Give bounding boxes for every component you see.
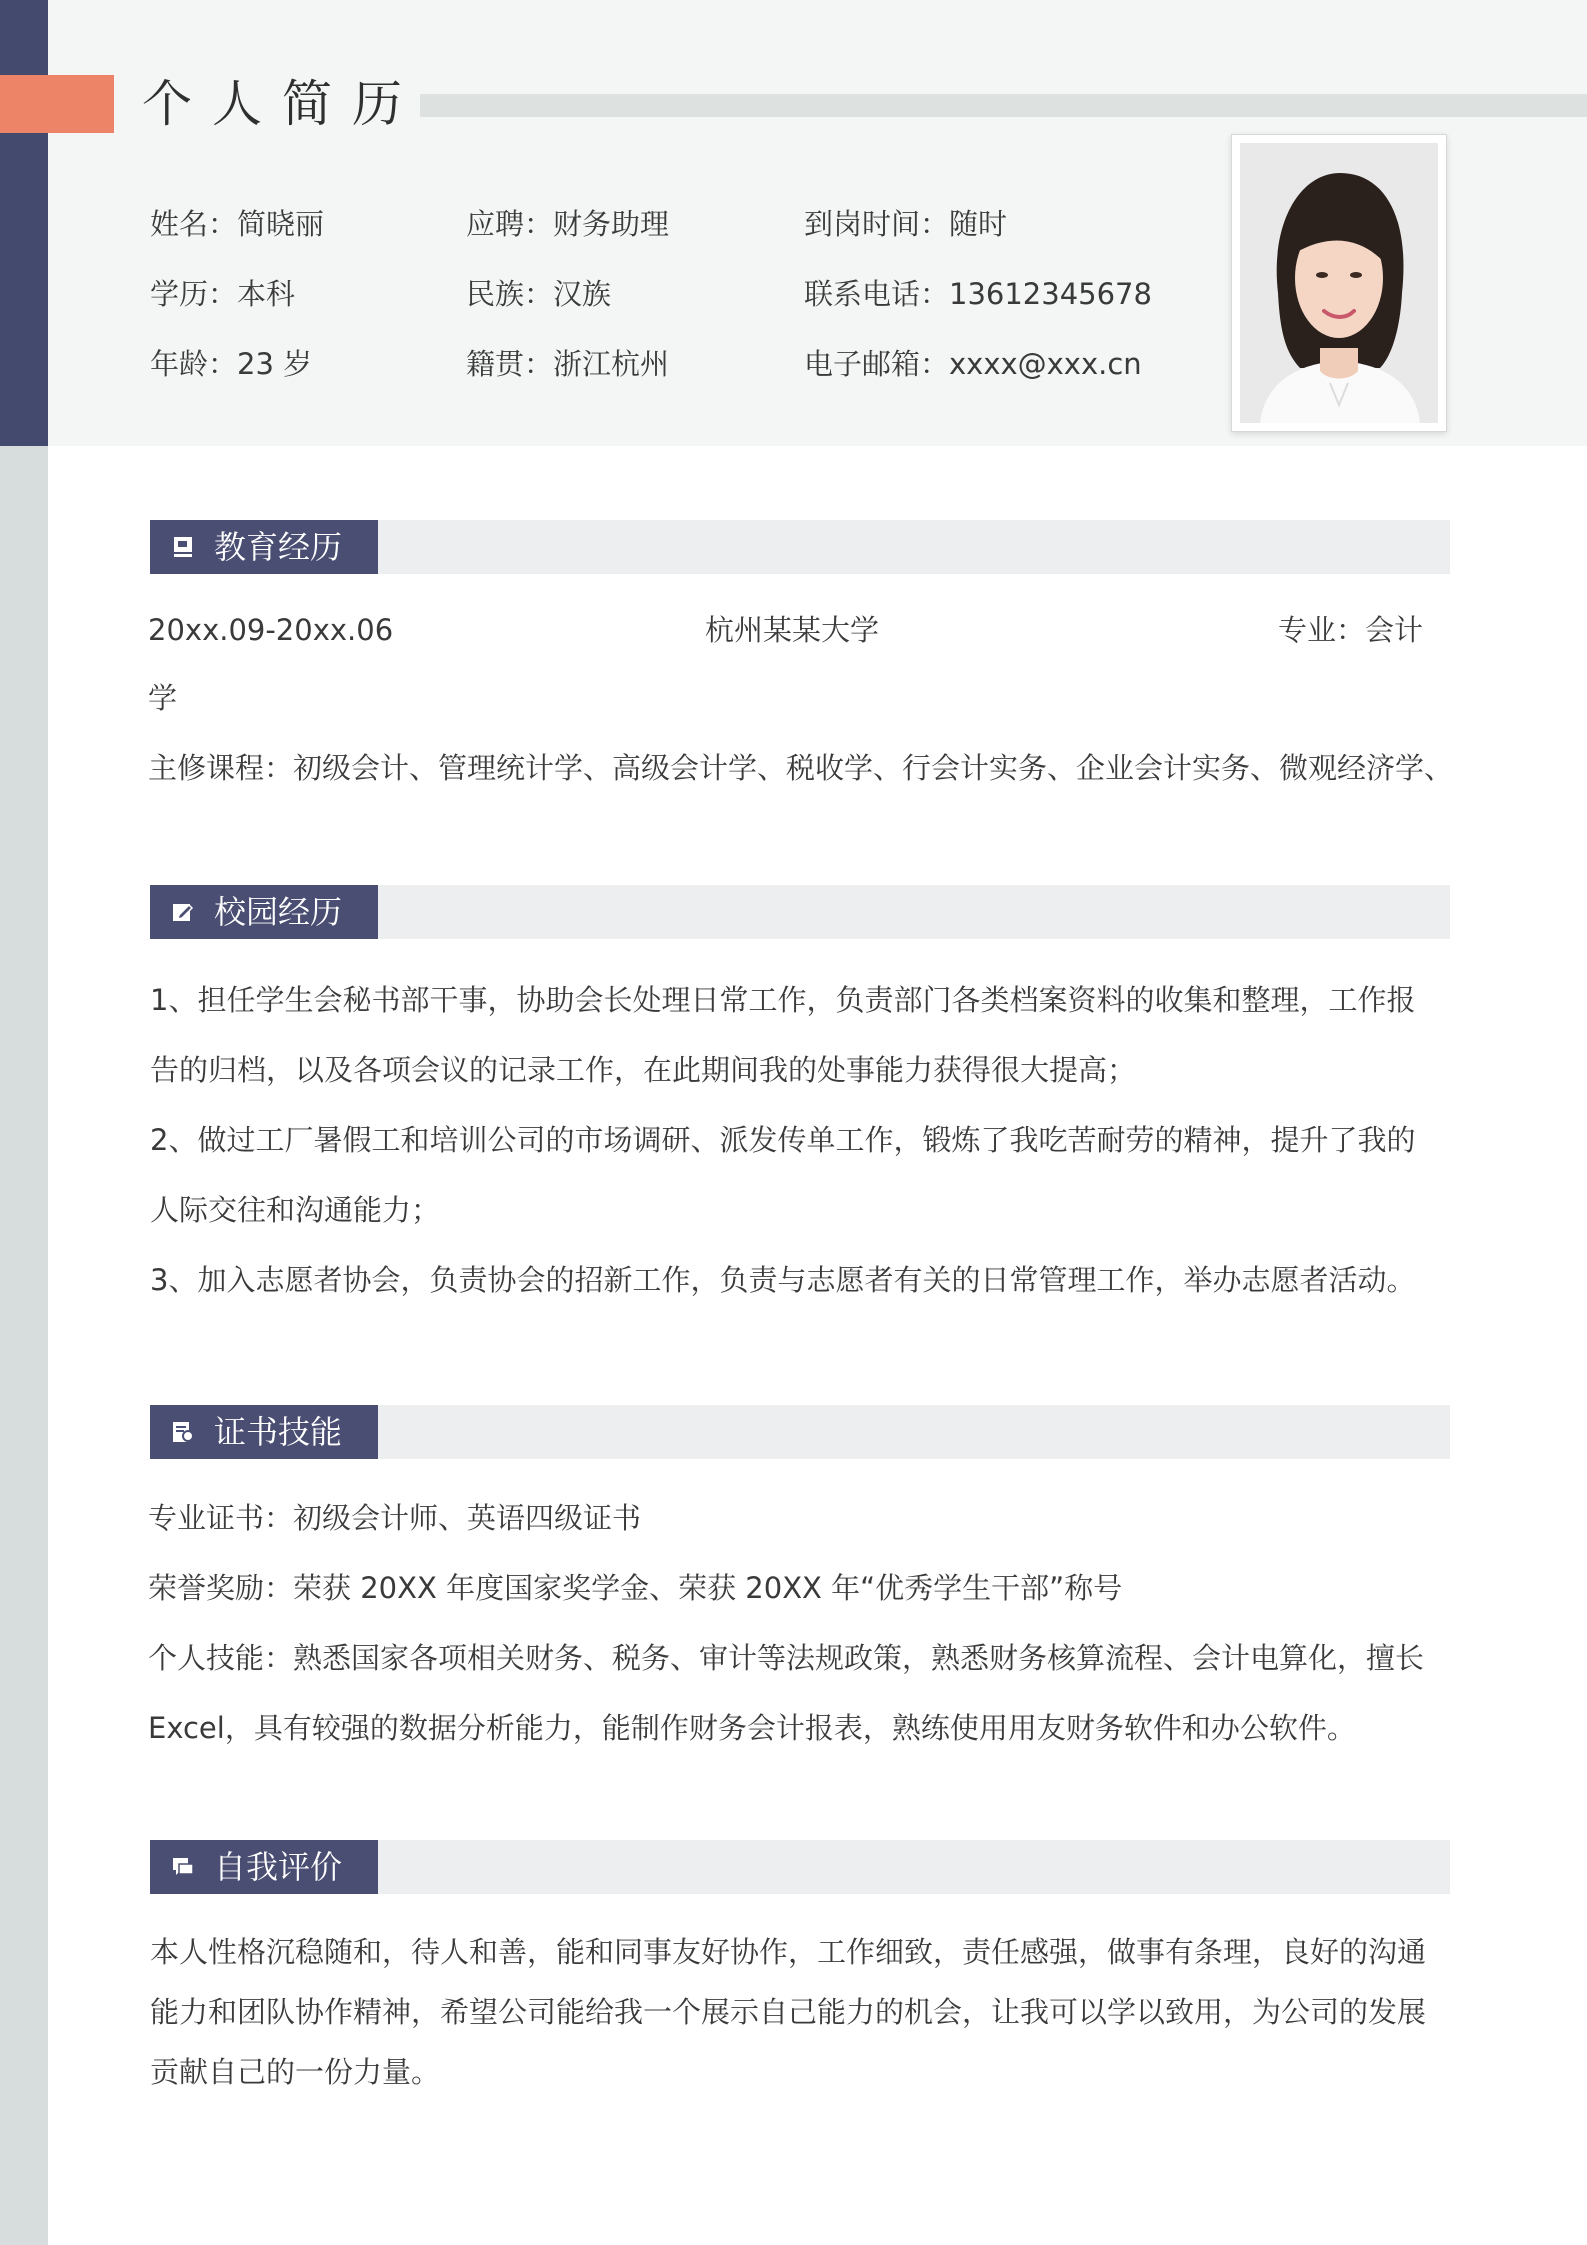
edit-icon [172, 901, 194, 923]
certs-line: Excel，具有较强的数据分析能力，能制作财务会计报表，熟练使用用友财务软件和办公软件。 [148, 1711, 1356, 1745]
info-age: 年龄：23 岁 [150, 347, 313, 381]
certs-line: 个人技能：熟悉国家各项相关财务、税务、审计等法规政策，熟悉财务核算流程、会计电算化，擅长 [148, 1641, 1425, 1675]
certs-line: 专业证书：初级会计师、英语四级证书 [148, 1501, 642, 1535]
self-line: 贡献自己的一份力量。 [150, 2055, 441, 2089]
section-certs-header [150, 1405, 1450, 1459]
info-position: 应聘：财务助理 [466, 207, 670, 241]
self-line: 本人性格沉稳随和，待人和善，能和同事友好协作，工作细致，责任感强，做事有条理，良好的沟通 [150, 1935, 1427, 1969]
left-accent-stripe [0, 0, 48, 446]
info-phone: 联系电话：13612345678 [804, 277, 1152, 311]
info-email: 电子邮箱：xxxx@xxx.cn [804, 347, 1142, 381]
section-education-tag [150, 520, 378, 574]
info-name: 姓名：简晓丽 [150, 207, 325, 241]
section-self-header [150, 1840, 1450, 1894]
self-line: 能力和团队协作精神，希望公司能给我一个展示自己能力的机会，让我可以学以致用，为公司的发展 [150, 1995, 1427, 2029]
comment-icon [172, 1856, 194, 1878]
section-campus-tag [150, 885, 378, 939]
education-school: 杭州某某大学 [705, 613, 880, 647]
campus-line: 2、做过工厂暑假工和培训公司的市场调研、派发传单工作，锻炼了我吃苦耐劳的精神，提升了我的 [150, 1123, 1416, 1157]
title-divider [420, 94, 1587, 117]
education-courses: 主修课程：初级会计、管理统计学、高级会计学、税收学、行会计实务、企业会计实务、微观经济学、 [148, 751, 1454, 785]
campus-line: 1、担任学生会秘书部干事，协助会长处理日常工作，负责部门各类档案资料的收集和整理，工作报 [150, 983, 1416, 1017]
section-certs-tag [150, 1405, 378, 1459]
info-hometown: 籍贯：浙江杭州 [466, 347, 670, 381]
info-education: 学历：本科 [150, 277, 296, 311]
education-major-wrap: 学 [148, 681, 178, 715]
info-ethnicity: 民族：汉族 [466, 277, 612, 311]
education-period: 20xx.09-20xx.06 [148, 613, 394, 647]
campus-line: 3、加入志愿者协会，负责协会的招新工作，负责与志愿者有关的日常管理工作，举办志愿者活动。 [150, 1263, 1416, 1297]
education-major: 专业：会计 [1278, 613, 1424, 647]
certificate-icon [172, 1421, 194, 1443]
section-campus-title: 校园经历 [214, 893, 343, 931]
campus-line: 人际交往和沟通能力； [150, 1193, 441, 1227]
section-self-title: 自我评价 [214, 1848, 343, 1886]
certs-line: 荣誉奖励：荣获 20XX 年度国家奖学金、荣获 20XX 年“优秀学生干部”称号 [148, 1571, 1123, 1605]
info-availability: 到岗时间：随时 [804, 207, 1008, 241]
portrait-image [1240, 143, 1438, 423]
left-side-stripe [0, 446, 48, 2245]
page-title: 个人简历 [142, 75, 422, 133]
book-icon [172, 536, 194, 558]
profile-photo [1231, 134, 1447, 432]
title-accent-bar [0, 75, 114, 133]
section-campus-header [150, 885, 1450, 939]
section-education-title: 教育经历 [214, 528, 343, 566]
campus-line: 告的归档，以及各项会议的记录工作，在此期间我的处事能力获得很大提高； [150, 1053, 1137, 1087]
section-certs-title: 证书技能 [214, 1413, 343, 1451]
section-self-tag [150, 1840, 378, 1894]
section-education-header [150, 520, 1450, 574]
